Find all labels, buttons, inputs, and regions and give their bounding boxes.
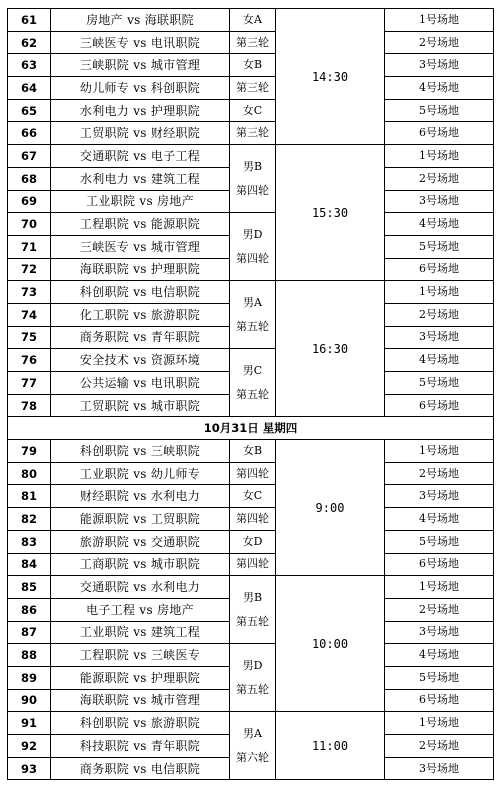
table-row <box>8 9 494 32</box>
match-teams: 能源职院 vs 护理职院 <box>51 666 230 689</box>
match-teams: 科创职院 vs 电信职院 <box>51 281 230 304</box>
match-teams: 工程职院 vs 三峡医专 <box>51 644 230 667</box>
match-number: 88 <box>8 644 51 667</box>
match-time: 10:00 <box>276 576 385 712</box>
match-teams: 公共运输 vs 电讯职院 <box>51 372 230 395</box>
match-number: 75 <box>8 326 51 349</box>
match-teams: 三峡医专 vs 城市管理 <box>51 235 230 258</box>
round-label: 第五轮 <box>236 319 269 333</box>
match-number: 70 <box>8 213 51 236</box>
table-row <box>8 54 494 77</box>
match-time: 9:00 <box>276 440 385 576</box>
table-row <box>8 349 494 372</box>
match-teams: 财经职院 vs 水利电力 <box>51 485 230 508</box>
match-teams: 工贸职院 vs 财经职院 <box>51 122 230 145</box>
group-round-cell <box>230 145 276 213</box>
match-number: 81 <box>8 485 51 508</box>
round-label: 第三轮 <box>236 126 269 140</box>
venue: 1号场地 <box>385 712 494 735</box>
group-round-cell <box>230 576 276 644</box>
table-row <box>8 530 494 553</box>
match-time: 15:30 <box>276 145 385 281</box>
match-number: 90 <box>8 689 51 712</box>
group-round-cell <box>230 54 276 77</box>
group-label: 女B <box>242 443 263 457</box>
match-teams: 水利电力 vs 护理职院 <box>51 99 230 122</box>
group-label: 女C <box>242 489 263 503</box>
table-row <box>8 553 494 576</box>
match-time: 11:00 <box>276 712 385 780</box>
venue: 5号场地 <box>385 99 494 122</box>
table-row <box>8 145 494 168</box>
group-round-cell <box>230 99 276 122</box>
group-label: 男D <box>242 227 263 241</box>
group-round-cell <box>230 9 276 32</box>
venue: 6号场地 <box>385 689 494 712</box>
venue: 2号场地 <box>385 735 494 758</box>
match-teams: 科创职院 vs 三峡职院 <box>51 440 230 463</box>
match-number: 77 <box>8 372 51 395</box>
group-label: 女B <box>242 58 263 72</box>
venue: 2号场地 <box>385 598 494 621</box>
match-teams: 幼儿师专 vs 科创职院 <box>51 77 230 100</box>
group-label: 男A <box>243 295 262 309</box>
round-label: 第五轮 <box>236 387 269 401</box>
match-teams: 商务职院 vs 青年职院 <box>51 326 230 349</box>
match-teams: 房地产 vs 海联职院 <box>51 9 230 32</box>
match-schedule-table <box>7 8 494 780</box>
match-number: 91 <box>8 712 51 735</box>
group-round-cell <box>230 712 276 780</box>
venue: 1号场地 <box>385 145 494 168</box>
match-number: 65 <box>8 99 51 122</box>
match-teams: 能源职院 vs 工贸职院 <box>51 508 230 531</box>
venue: 5号场地 <box>385 372 494 395</box>
table-row <box>8 576 494 599</box>
group-label: 男A <box>243 726 262 740</box>
table-row <box>8 485 494 508</box>
venue: 3号场地 <box>385 326 494 349</box>
venue: 3号场地 <box>385 485 494 508</box>
match-teams: 工贸职院 vs 城市职院 <box>51 394 230 417</box>
round-label: 第四轮 <box>236 511 269 525</box>
group-label: 男B <box>242 590 263 604</box>
table-row <box>8 31 494 54</box>
match-number: 82 <box>8 508 51 531</box>
match-number: 63 <box>8 54 51 77</box>
group-round-cell <box>230 281 276 349</box>
group-label: 女A <box>243 12 262 26</box>
round-label: 第四轮 <box>236 251 269 265</box>
table-row <box>8 644 494 667</box>
match-number: 85 <box>8 576 51 599</box>
group-round-cell <box>230 31 276 54</box>
venue: 2号场地 <box>385 167 494 190</box>
match-teams: 工程职院 vs 能源职院 <box>51 213 230 236</box>
match-number: 89 <box>8 666 51 689</box>
group-round-cell <box>230 485 276 508</box>
venue: 4号场地 <box>385 77 494 100</box>
table-row <box>8 122 494 145</box>
group-label: 男B <box>242 159 263 173</box>
table-row <box>8 712 494 735</box>
match-time: 16:30 <box>276 281 385 417</box>
group-round-cell <box>230 553 276 576</box>
match-number: 73 <box>8 281 51 304</box>
match-number: 86 <box>8 598 51 621</box>
table-row <box>8 99 494 122</box>
match-teams: 交通职院 vs 水利电力 <box>51 576 230 599</box>
match-number: 62 <box>8 31 51 54</box>
venue: 4号场地 <box>385 644 494 667</box>
table-row <box>8 462 494 485</box>
match-teams: 海联职院 vs 护理职院 <box>51 258 230 281</box>
venue: 6号场地 <box>385 394 494 417</box>
group-round-cell <box>230 530 276 553</box>
venue: 6号场地 <box>385 258 494 281</box>
venue: 2号场地 <box>385 303 494 326</box>
round-label: 第四轮 <box>236 557 269 571</box>
round-label: 第三轮 <box>236 80 269 94</box>
venue: 4号场地 <box>385 508 494 531</box>
venue: 2号场地 <box>385 31 494 54</box>
match-number: 74 <box>8 303 51 326</box>
group-round-cell <box>230 440 276 463</box>
round-label: 第四轮 <box>236 183 269 197</box>
match-teams: 化工职院 vs 旅游职院 <box>51 303 230 326</box>
match-time: 14:30 <box>276 9 385 145</box>
table-row <box>8 440 494 463</box>
group-round-cell <box>230 122 276 145</box>
match-number: 68 <box>8 167 51 190</box>
group-round-cell <box>230 213 276 281</box>
match-teams: 三峡医专 vs 电讯职院 <box>51 31 230 54</box>
venue: 3号场地 <box>385 621 494 644</box>
table-row <box>8 77 494 100</box>
match-teams: 工业职院 vs 房地产 <box>51 190 230 213</box>
venue: 3号场地 <box>385 54 494 77</box>
table-row <box>8 508 494 531</box>
match-teams: 三峡职院 vs 城市管理 <box>51 54 230 77</box>
table-row <box>8 281 494 304</box>
group-round-cell <box>230 77 276 100</box>
table-row <box>8 213 494 236</box>
match-teams: 工业职院 vs 建筑工程 <box>51 621 230 644</box>
group-label: 男D <box>242 658 263 672</box>
group-round-cell <box>230 644 276 712</box>
match-teams: 工商职院 vs 城市职院 <box>51 553 230 576</box>
match-number: 83 <box>8 530 51 553</box>
group-round-cell <box>230 349 276 417</box>
match-teams: 海联职院 vs 城市管理 <box>51 689 230 712</box>
venue: 1号场地 <box>385 281 494 304</box>
match-number: 93 <box>8 757 51 780</box>
group-label: 女C <box>242 103 263 117</box>
venue: 4号场地 <box>385 349 494 372</box>
group-label: 男C <box>242 363 263 377</box>
match-number: 92 <box>8 735 51 758</box>
match-number: 67 <box>8 145 51 168</box>
venue: 1号场地 <box>385 576 494 599</box>
group-round-cell <box>230 508 276 531</box>
venue: 4号场地 <box>385 213 494 236</box>
match-number: 76 <box>8 349 51 372</box>
venue: 5号场地 <box>385 530 494 553</box>
venue: 6号场地 <box>385 553 494 576</box>
match-teams: 科创职院 vs 旅游职院 <box>51 712 230 735</box>
venue: 2号场地 <box>385 462 494 485</box>
match-teams: 交通职院 vs 电子工程 <box>51 145 230 168</box>
venue: 5号场地 <box>385 235 494 258</box>
match-number: 61 <box>8 9 51 32</box>
match-teams: 工业职院 vs 幼儿师专 <box>51 462 230 485</box>
venue: 1号场地 <box>385 9 494 32</box>
venue: 3号场地 <box>385 190 494 213</box>
match-teams: 安全技术 vs 资源环境 <box>51 349 230 372</box>
match-number: 66 <box>8 122 51 145</box>
venue: 6号场地 <box>385 122 494 145</box>
round-label: 第四轮 <box>236 466 269 480</box>
round-label: 第六轮 <box>236 750 269 764</box>
group-round-cell <box>230 462 276 485</box>
match-teams: 商务职院 vs 电信职院 <box>51 757 230 780</box>
venue: 1号场地 <box>385 440 494 463</box>
venue: 3号场地 <box>385 757 494 780</box>
match-number: 69 <box>8 190 51 213</box>
round-label: 第五轮 <box>236 614 269 628</box>
date-header-row <box>8 417 494 440</box>
match-number: 72 <box>8 258 51 281</box>
match-number: 84 <box>8 553 51 576</box>
date-header: 10月31日 星期四 <box>8 417 494 440</box>
round-label: 第五轮 <box>236 682 269 696</box>
venue: 5号场地 <box>385 666 494 689</box>
group-label: 女D <box>242 534 263 548</box>
match-teams: 电子工程 vs 房地产 <box>51 598 230 621</box>
match-number: 87 <box>8 621 51 644</box>
schedule-body <box>8 9 494 780</box>
match-teams: 科技职院 vs 青年职院 <box>51 735 230 758</box>
round-label: 第三轮 <box>236 35 269 49</box>
match-teams: 水利电力 vs 建筑工程 <box>51 167 230 190</box>
match-number: 80 <box>8 462 51 485</box>
match-number: 78 <box>8 394 51 417</box>
match-number: 64 <box>8 77 51 100</box>
match-number: 71 <box>8 235 51 258</box>
match-teams: 旅游职院 vs 交通职院 <box>51 530 230 553</box>
match-number: 79 <box>8 440 51 463</box>
